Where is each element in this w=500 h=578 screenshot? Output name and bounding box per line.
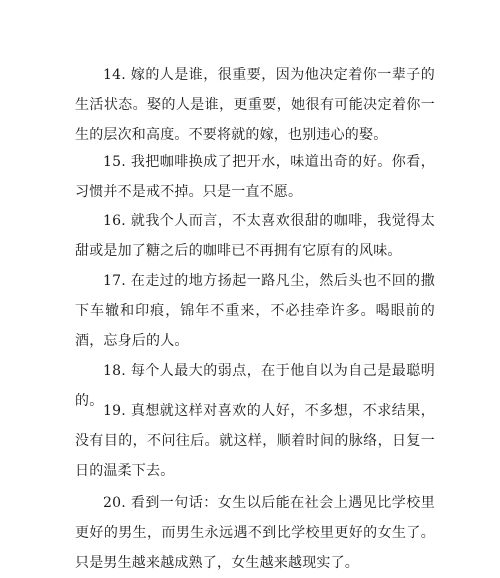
paragraph-17: 17. 在走过的地方扬起一路凡尘，然后头也不回的撒下车辙和印痕，锦年不重来，不必挂牵许多。喝眼前的酒，忘身后的人。 (75, 273, 435, 349)
paragraph-15: 15. 我把咖啡换成了把开水，味道出奇的好。你看，习惯并不是戒不掉。只是一直不愿。 (75, 154, 435, 200)
paragraph-19: 19. 真想就这样对喜欢的人好，不多想，不求结果，没有目的，不问往后。就这样，顺着时间的脉络，日复一日的温柔下去。 (75, 403, 435, 479)
paragraph-18: 18. 每个人最大的弱点，在于他自以为自己是最聪明的。 (75, 363, 435, 409)
paragraph-16: 16. 就我个人而言，不太喜欢很甜的咖啡，我觉得太甜或是加了糖之后的咖啡已不再拥有它原有的风味。 (75, 213, 435, 259)
paragraph-20: 20. 看到一句话：女生以后能在社会上遇见比学校里更好的男生，而男生永远遇不到比学校里更好的女生了。只是男生越来越成熟了，女生越来越现实了。 (75, 495, 435, 571)
paragraph-14: 14. 嫁的人是谁，很重要，因为他决定着你一辈子的生活状态。娶的人是谁，更重要，她很有可能决定着你一生的层次和高度。不要将就的嫁，也别违心的娶。 (75, 67, 435, 143)
